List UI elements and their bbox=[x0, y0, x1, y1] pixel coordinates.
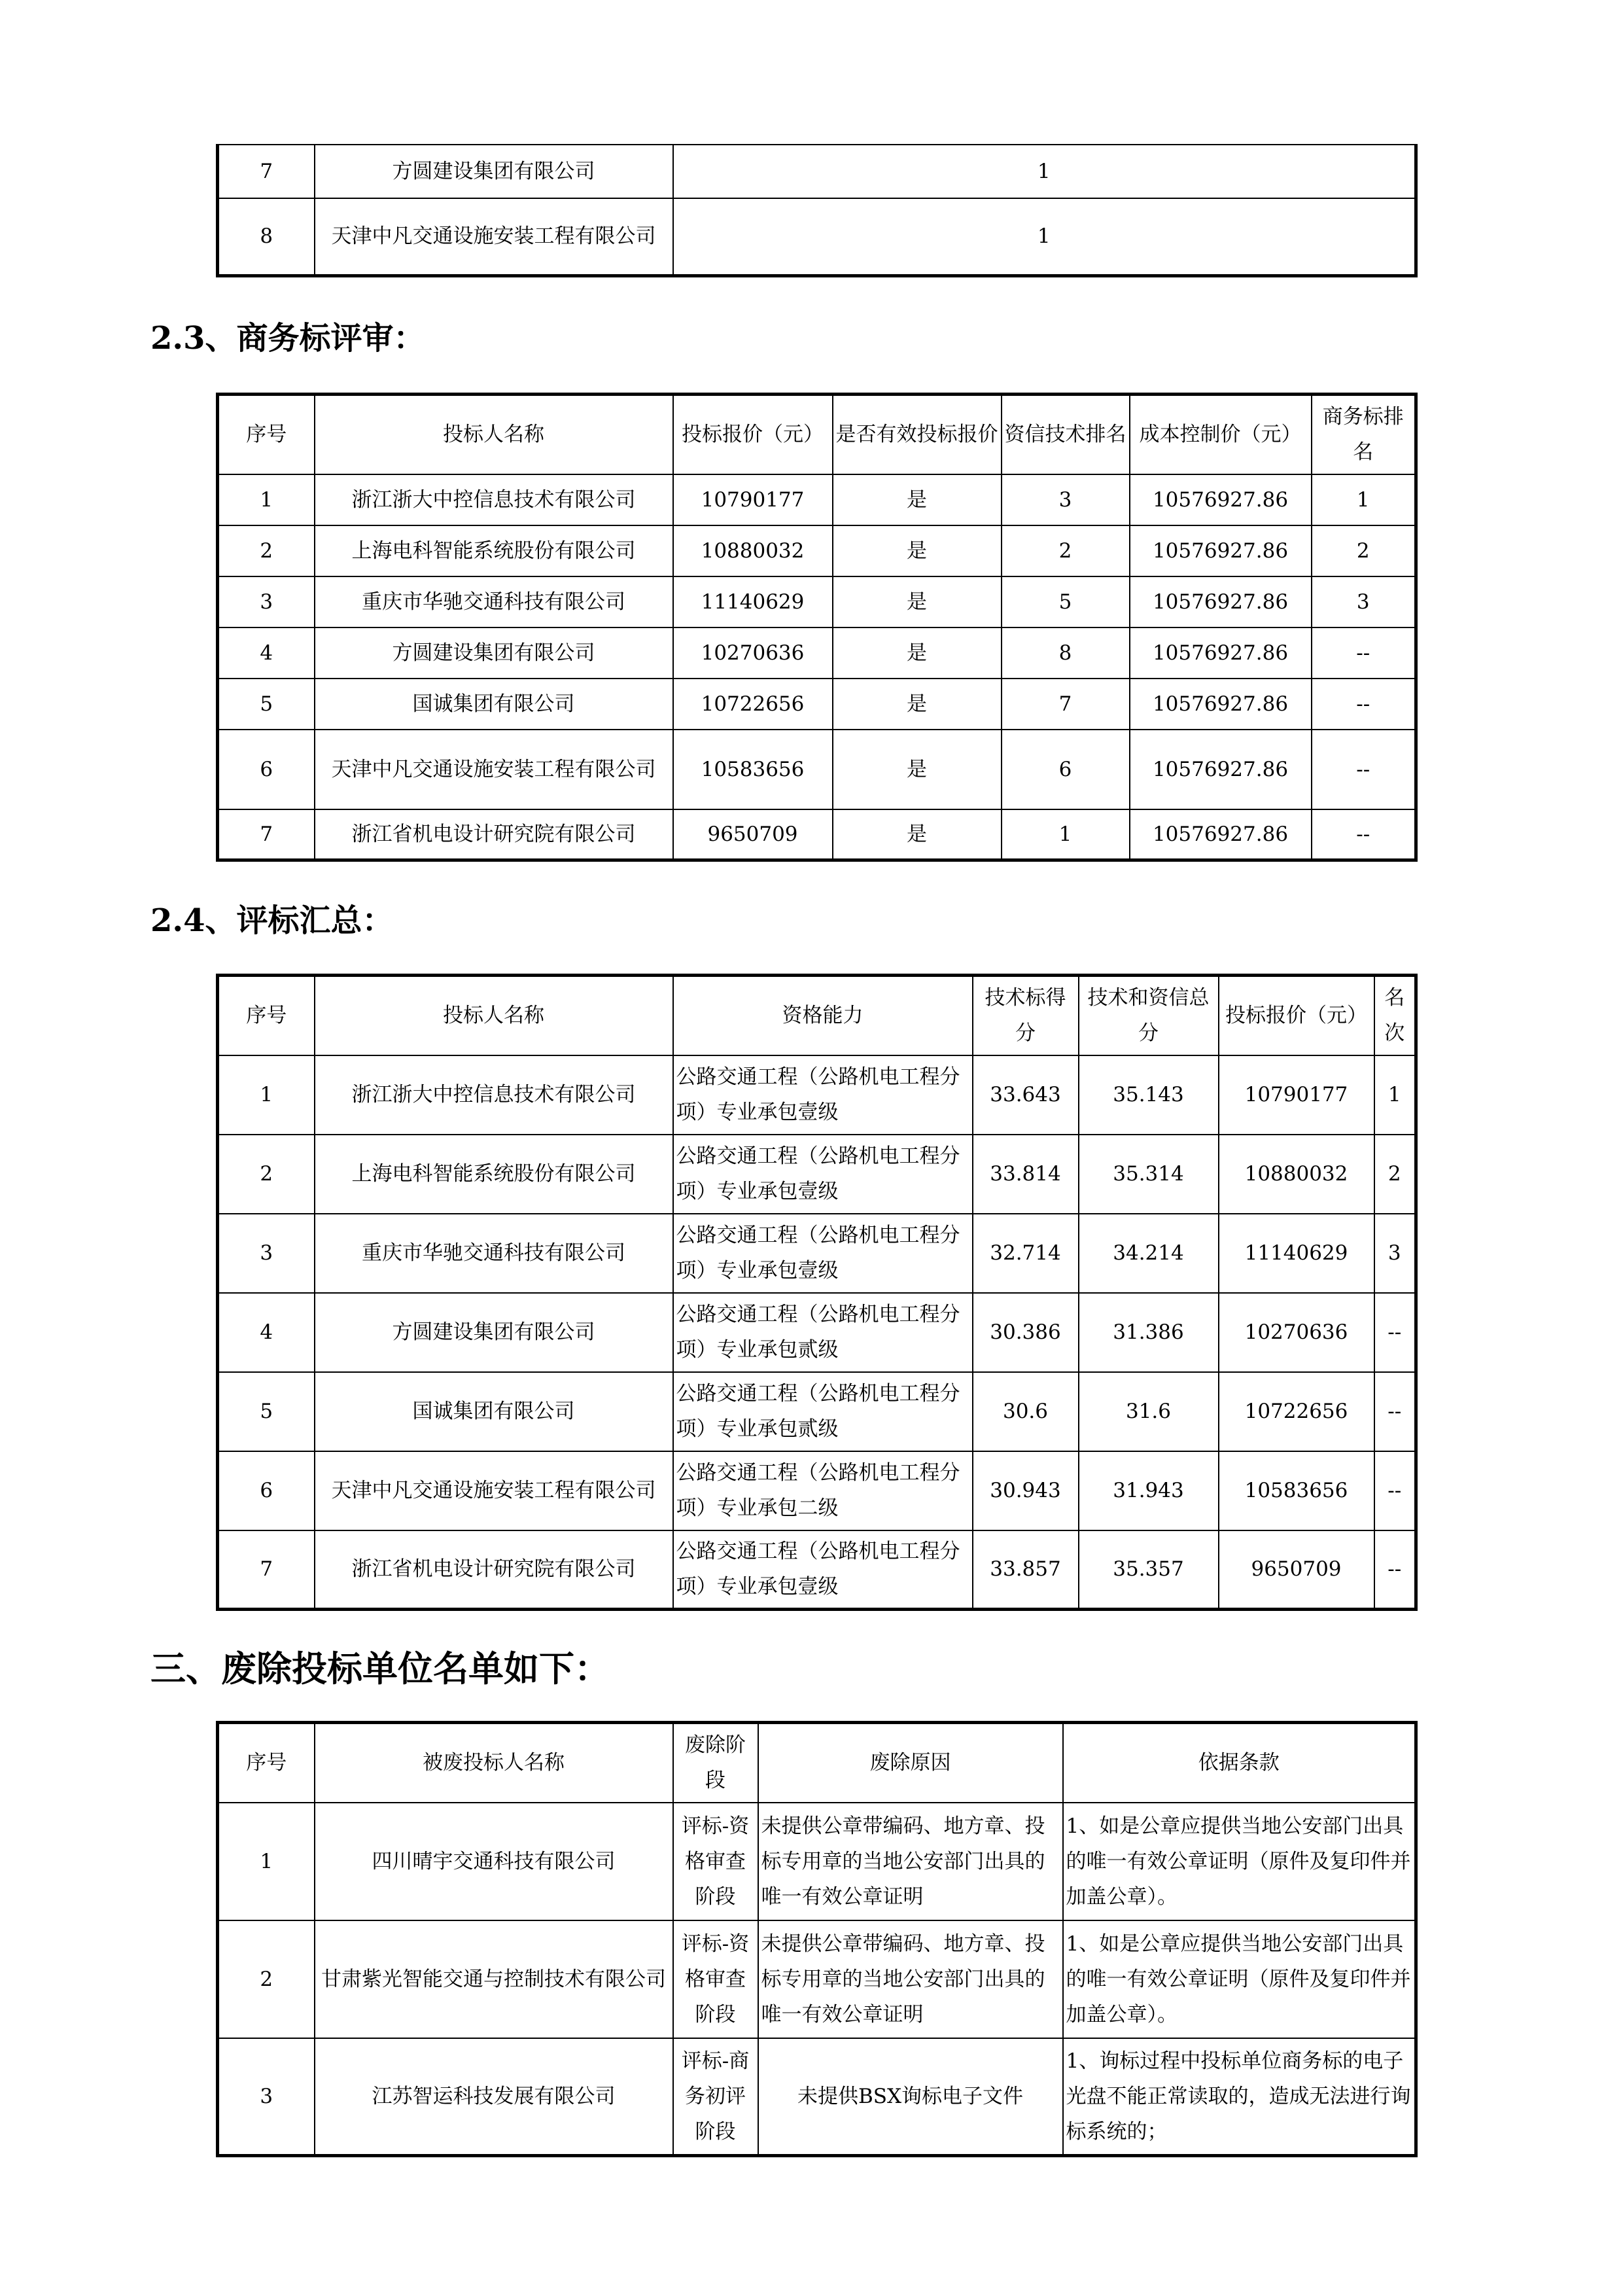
cell: 未提供公章带编码、地方章、投标专用章的当地公安部门出具的唯一有效公章证明 bbox=[758, 1803, 1063, 1920]
table-row bbox=[218, 1055, 1416, 1135]
cell: -- bbox=[1312, 679, 1416, 730]
header-cell: 商务标排名 bbox=[1312, 395, 1416, 474]
cell: 10576927.86 bbox=[1130, 576, 1312, 627]
cell: 30.943 bbox=[973, 1451, 1079, 1530]
cell: 34.214 bbox=[1079, 1214, 1219, 1293]
cell: 评标-资格审查阶段 bbox=[673, 1920, 758, 2038]
cell: 3 bbox=[1002, 474, 1130, 525]
cell: 公路交通工程（公路机电工程分项）专业承包壹级 bbox=[673, 1530, 973, 1610]
cell: 32.714 bbox=[973, 1214, 1079, 1293]
cell: 10722656 bbox=[673, 679, 833, 730]
table-row bbox=[218, 1530, 1416, 1610]
cell: 3 bbox=[1374, 1214, 1416, 1293]
cell: 10576927.86 bbox=[1130, 474, 1312, 525]
cell: 10576927.86 bbox=[1130, 679, 1312, 730]
cell: 2 bbox=[1312, 525, 1416, 576]
cell: 1 bbox=[218, 474, 315, 525]
cell: -- bbox=[1374, 1372, 1416, 1451]
cell: 33.643 bbox=[973, 1055, 1079, 1135]
cell: 9650709 bbox=[673, 809, 833, 860]
cell: 国诚集团有限公司 bbox=[315, 679, 673, 730]
cell: 1 bbox=[218, 1055, 315, 1135]
header-cell: 名次 bbox=[1374, 976, 1416, 1055]
table-row bbox=[218, 679, 1416, 730]
cell: 是 bbox=[833, 474, 1002, 525]
cell: 四川晴宇交通科技有限公司 bbox=[315, 1803, 673, 1920]
cell: 7 bbox=[218, 145, 315, 198]
cell: -- bbox=[1312, 809, 1416, 860]
header-cell: 投标报价（元） bbox=[673, 395, 833, 474]
cell: 3 bbox=[1312, 576, 1416, 627]
section-heading-disqualified: 三、废除投标单位名单如下： bbox=[150, 1648, 610, 1689]
cell: 天津中凡交通设施安装工程有限公司 bbox=[315, 1451, 673, 1530]
cell: 10790177 bbox=[1219, 1055, 1374, 1135]
header-cell: 序号 bbox=[218, 395, 315, 474]
header-cell: 废除阶段 bbox=[673, 1723, 758, 1803]
cell: 江苏智运科技发展有限公司 bbox=[315, 2038, 673, 2156]
cell: 10722656 bbox=[1219, 1372, 1374, 1451]
cell: 是 bbox=[833, 627, 1002, 679]
evaluation-summary-table bbox=[216, 974, 1418, 1611]
cell: 8 bbox=[1002, 627, 1130, 679]
cell: 10880032 bbox=[1219, 1135, 1374, 1214]
cell: 天津中凡交通设施安装工程有限公司 bbox=[315, 730, 673, 809]
cell: 公路交通工程（公路机电工程分项）专业承包壹级 bbox=[673, 1214, 973, 1293]
table-row bbox=[218, 1451, 1416, 1530]
header-cell: 资信技术排名 bbox=[1002, 395, 1130, 474]
cell: 9650709 bbox=[1219, 1530, 1374, 1610]
cell: 是 bbox=[833, 730, 1002, 809]
header-cell: 成本控制价（元） bbox=[1130, 395, 1312, 474]
cell: -- bbox=[1374, 1530, 1416, 1610]
cell: 1 bbox=[1002, 809, 1130, 860]
cell: 10576927.86 bbox=[1130, 730, 1312, 809]
cell: 4 bbox=[218, 627, 315, 679]
header-cell: 投标人名称 bbox=[315, 976, 673, 1055]
cell: 浙江省机电设计研究院有限公司 bbox=[315, 809, 673, 860]
table-row bbox=[218, 474, 1416, 525]
cell: 10880032 bbox=[673, 525, 833, 576]
header-cell: 序号 bbox=[218, 976, 315, 1055]
cell: 30.386 bbox=[973, 1293, 1079, 1372]
cell: -- bbox=[1312, 627, 1416, 679]
cell: 方圆建设集团有限公司 bbox=[315, 1293, 673, 1372]
section-heading-business: 2.3、商务标评审： bbox=[150, 320, 425, 357]
cell: 33.814 bbox=[973, 1135, 1079, 1214]
cell: 2 bbox=[1002, 525, 1130, 576]
cell: 未提供公章带编码、地方章、投标专用章的当地公安部门出具的唯一有效公章证明 bbox=[758, 1920, 1063, 2038]
cell: 31.386 bbox=[1079, 1293, 1219, 1372]
cell: 1 bbox=[1374, 1055, 1416, 1135]
cell: 5 bbox=[218, 1372, 315, 1451]
cell: 8 bbox=[218, 198, 315, 275]
table-row bbox=[218, 198, 1416, 275]
cell: 甘肃紫光智能交通与控制技术有限公司 bbox=[315, 1920, 673, 2038]
cell: 11140629 bbox=[673, 576, 833, 627]
table-row bbox=[218, 2038, 1416, 2156]
cell: -- bbox=[1312, 730, 1416, 809]
cell: 国诚集团有限公司 bbox=[315, 1372, 673, 1451]
cell: 5 bbox=[1002, 576, 1130, 627]
table-row bbox=[218, 1293, 1416, 1372]
table-header-row bbox=[218, 395, 1416, 474]
header-cell: 投标报价（元） bbox=[1219, 976, 1374, 1055]
table-row bbox=[218, 627, 1416, 679]
cell: -- bbox=[1374, 1451, 1416, 1530]
table-row bbox=[218, 1372, 1416, 1451]
cell: 2 bbox=[218, 1920, 315, 2038]
cell: 1、询标过程中投标单位商务标的电子光盘不能正常读取的，造成无法进行询标系统的； bbox=[1063, 2038, 1416, 2156]
header-cell: 依据条款 bbox=[1063, 1723, 1416, 1803]
cell: 1 bbox=[218, 1803, 315, 1920]
header-cell: 序号 bbox=[218, 1723, 315, 1803]
table-row bbox=[218, 576, 1416, 627]
cell: 浙江浙大中控信息技术有限公司 bbox=[315, 1055, 673, 1135]
cell: 10576927.86 bbox=[1130, 525, 1312, 576]
cell: 6 bbox=[218, 1451, 315, 1530]
cell: 10270636 bbox=[1219, 1293, 1374, 1372]
cell: 10576927.86 bbox=[1130, 809, 1312, 860]
disqualified-bidders-table bbox=[216, 1721, 1418, 2157]
table-row bbox=[218, 525, 1416, 576]
cell: 方圆建设集团有限公司 bbox=[315, 627, 673, 679]
cell: 10790177 bbox=[673, 474, 833, 525]
cell: 11140629 bbox=[1219, 1214, 1374, 1293]
cell: 公路交通工程（公路机电工程分项）专业承包壹级 bbox=[673, 1135, 973, 1214]
table-row bbox=[218, 1803, 1416, 1920]
cell: 1 bbox=[1312, 474, 1416, 525]
cell: 是 bbox=[833, 576, 1002, 627]
cell: 重庆市华驰交通科技有限公司 bbox=[315, 576, 673, 627]
cell: 35.357 bbox=[1079, 1530, 1219, 1610]
continuation-table bbox=[216, 144, 1418, 277]
cell: 1 bbox=[673, 145, 1416, 198]
table-row bbox=[218, 809, 1416, 860]
cell: 浙江浙大中控信息技术有限公司 bbox=[315, 474, 673, 525]
cell: -- bbox=[1374, 1293, 1416, 1372]
table-header-row bbox=[218, 1723, 1416, 1803]
cell: 未提供BSX询标电子文件 bbox=[758, 2038, 1063, 2156]
cell: 2 bbox=[1374, 1135, 1416, 1214]
table-row bbox=[218, 1135, 1416, 1214]
cell: 3 bbox=[218, 1214, 315, 1293]
cell: 1、如是公章应提供当地公安部门出具的唯一有效公章证明（原件及复印件并加盖公章）。 bbox=[1063, 1920, 1416, 2038]
cell: 公路交通工程（公路机电工程分项）专业承包二级 bbox=[673, 1451, 973, 1530]
cell: 31.6 bbox=[1079, 1372, 1219, 1451]
cell: 3 bbox=[218, 576, 315, 627]
cell: 3 bbox=[218, 2038, 315, 2156]
business-review-table bbox=[216, 393, 1418, 862]
cell: 10583656 bbox=[1219, 1451, 1374, 1530]
cell: 35.143 bbox=[1079, 1055, 1219, 1135]
cell: 10576927.86 bbox=[1130, 627, 1312, 679]
cell: 6 bbox=[1002, 730, 1130, 809]
cell: 30.6 bbox=[973, 1372, 1079, 1451]
cell: 是 bbox=[833, 525, 1002, 576]
cell: 上海电科智能系统股份有限公司 bbox=[315, 525, 673, 576]
cell: 5 bbox=[218, 679, 315, 730]
cell: 是 bbox=[833, 679, 1002, 730]
cell: 上海电科智能系统股份有限公司 bbox=[315, 1135, 673, 1214]
cell: 31.943 bbox=[1079, 1451, 1219, 1530]
cell: 1、如是公章应提供当地公安部门出具的唯一有效公章证明（原件及复印件并加盖公章）。 bbox=[1063, 1803, 1416, 1920]
table-row bbox=[218, 1214, 1416, 1293]
cell: 评标-商务初评阶段 bbox=[673, 2038, 758, 2156]
cell: 7 bbox=[218, 1530, 315, 1610]
cell: 33.857 bbox=[973, 1530, 1079, 1610]
table-row bbox=[218, 730, 1416, 809]
cell: 公路交通工程（公路机电工程分项）专业承包贰级 bbox=[673, 1372, 973, 1451]
header-cell: 被废投标人名称 bbox=[315, 1723, 673, 1803]
cell: 天津中凡交通设施安装工程有限公司 bbox=[315, 198, 673, 275]
header-cell: 技术和资信总分 bbox=[1079, 976, 1219, 1055]
cell: 评标-资格审查阶段 bbox=[673, 1803, 758, 1920]
cell: 方圆建设集团有限公司 bbox=[315, 145, 673, 198]
header-cell: 投标人名称 bbox=[315, 395, 673, 474]
cell: 6 bbox=[218, 730, 315, 809]
cell: 重庆市华驰交通科技有限公司 bbox=[315, 1214, 673, 1293]
header-cell: 废除原因 bbox=[758, 1723, 1063, 1803]
cell: 2 bbox=[218, 525, 315, 576]
cell: 公路交通工程（公路机电工程分项）专业承包贰级 bbox=[673, 1293, 973, 1372]
cell: 10270636 bbox=[673, 627, 833, 679]
table-header-row bbox=[218, 976, 1416, 1055]
cell: 公路交通工程（公路机电工程分项）专业承包壹级 bbox=[673, 1055, 973, 1135]
section-heading-summary: 2.4、评标汇总： bbox=[150, 902, 394, 939]
header-cell: 是否有效投标报价 bbox=[833, 395, 1002, 474]
cell: 2 bbox=[218, 1135, 315, 1214]
cell: 7 bbox=[218, 809, 315, 860]
table-row bbox=[218, 1920, 1416, 2038]
header-cell: 技术标得分 bbox=[973, 976, 1079, 1055]
table-row bbox=[218, 145, 1416, 198]
cell: 35.314 bbox=[1079, 1135, 1219, 1214]
cell: 浙江省机电设计研究院有限公司 bbox=[315, 1530, 673, 1610]
cell: 10583656 bbox=[673, 730, 833, 809]
cell: 1 bbox=[673, 198, 1416, 275]
header-cell: 资格能力 bbox=[673, 976, 973, 1055]
cell: 是 bbox=[833, 809, 1002, 860]
cell: 4 bbox=[218, 1293, 315, 1372]
cell: 7 bbox=[1002, 679, 1130, 730]
